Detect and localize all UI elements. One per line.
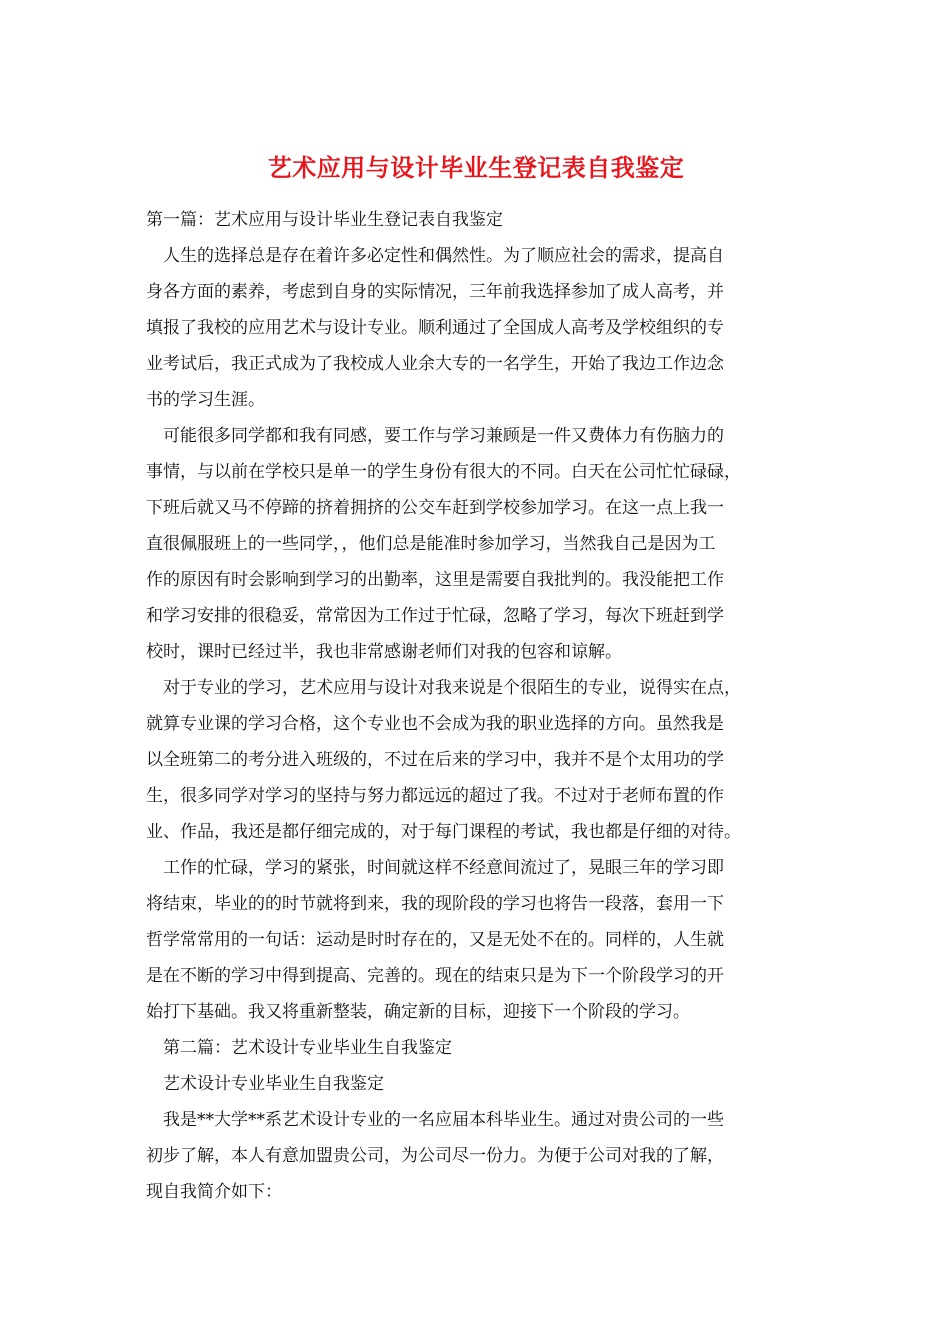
text-line: 始打下基础。我又将重新整装，确定新的目标，迎接下一个阶段的学习。 xyxy=(146,1002,690,1022)
text-line: 艺术设计专业毕业生自我鉴定 xyxy=(163,1074,384,1094)
text-line: 生，很多同学对学习的坚持与努力都远远的超过了我。不过对于老师布置的作 xyxy=(146,786,724,806)
text-line: 就算专业课的学习合格，这个专业也不会成为我的职业选择的方向。虽然我是 xyxy=(146,714,724,734)
text-line: 哲学常常用的一句话：运动是时时存在的，又是无处不在的。同样的，人生就 xyxy=(146,930,724,950)
text-line: 现自我简介如下： xyxy=(146,1182,282,1202)
text-line: 作的原因有时会影响到学习的出勤率，这里是需要自我批判的。我没能把工作 xyxy=(146,570,724,590)
text-line: 将结束，毕业的的时节就将到来，我的现阶段的学习也将告一段落，套用一下 xyxy=(146,894,724,914)
text-line: 第一篇：艺术应用与设计毕业生登记表自我鉴定 xyxy=(146,210,503,230)
text-line: 对于专业的学习，艺术应用与设计对我来说是个很陌生的专业，说得实在点， xyxy=(163,678,741,698)
text-line: 我是**大学**系艺术设计专业的一名应届本科毕业生。通过对贵公司的一些 xyxy=(163,1110,724,1130)
document-title: 艺术应用与设计毕业生登记表自我鉴定 xyxy=(267,154,685,182)
text-line: 和学习安排的很稳妥，常常因为工作过于忙碌，忽略了学习，每次下班赶到学 xyxy=(146,606,724,626)
text-line: 业考试后，我正式成为了我校成人业余大专的一名学生，开始了我边工作边念 xyxy=(146,354,724,374)
document-page xyxy=(146,150,806,1210)
text-line: 初步了解，本人有意加盟贵公司，为公司尽一份力。为便于公司对我的了解， xyxy=(146,1146,724,1166)
text-line: 身各方面的素养，考虑到自身的实际情况，三年前我选择参加了成人高考，并 xyxy=(146,282,724,302)
text-line: 是在不断的学习中得到提高、完善的。现在的结束只是为下一个阶段学习的开 xyxy=(146,966,724,986)
document-body xyxy=(146,202,806,1210)
text-line: 业、作品，我还是都仔细完成的，对于每门课程的考试，我也都是仔细的对待。 xyxy=(146,822,741,842)
text-line: 下班后就又马不停蹄的挤着拥挤的公交车赶到学校参加学习。在这一点上我一 xyxy=(146,498,724,518)
text-line: 校时，课时已经过半，我也非常感谢老师们对我的包容和谅解。 xyxy=(146,642,622,662)
text-line: 以全班第二的考分进入班级的，不过在后来的学习中，我并不是个太用功的学 xyxy=(146,750,724,770)
text-line: 事情，与以前在学校只是单一的学生身份有很大的不同。白天在公司忙忙碌碌， xyxy=(146,462,741,482)
text-line: 书的学习生涯。 xyxy=(146,390,265,410)
text-line: 人生的选择总是存在着许多必定性和偶然性。为了顺应社会的需求，提高自 xyxy=(163,246,724,266)
text-line: 第二篇：艺术设计专业毕业生自我鉴定 xyxy=(163,1038,452,1058)
text-line: 填报了我校的应用艺术与设计专业。顺利通过了全国成人高考及学校组织的专 xyxy=(146,318,724,338)
text-line: 直很佩服班上的一些同学，，他们总是能准时参加学习，当然我自己是因为工 xyxy=(146,534,716,554)
text-line: 工作的忙碌，学习的紧张，时间就这样不经意间流过了，晃眼三年的学习即 xyxy=(163,858,724,878)
text-line: 可能很多同学都和我有同感，要工作与学习兼顾是一件又费体力有伤脑力的 xyxy=(163,426,724,446)
